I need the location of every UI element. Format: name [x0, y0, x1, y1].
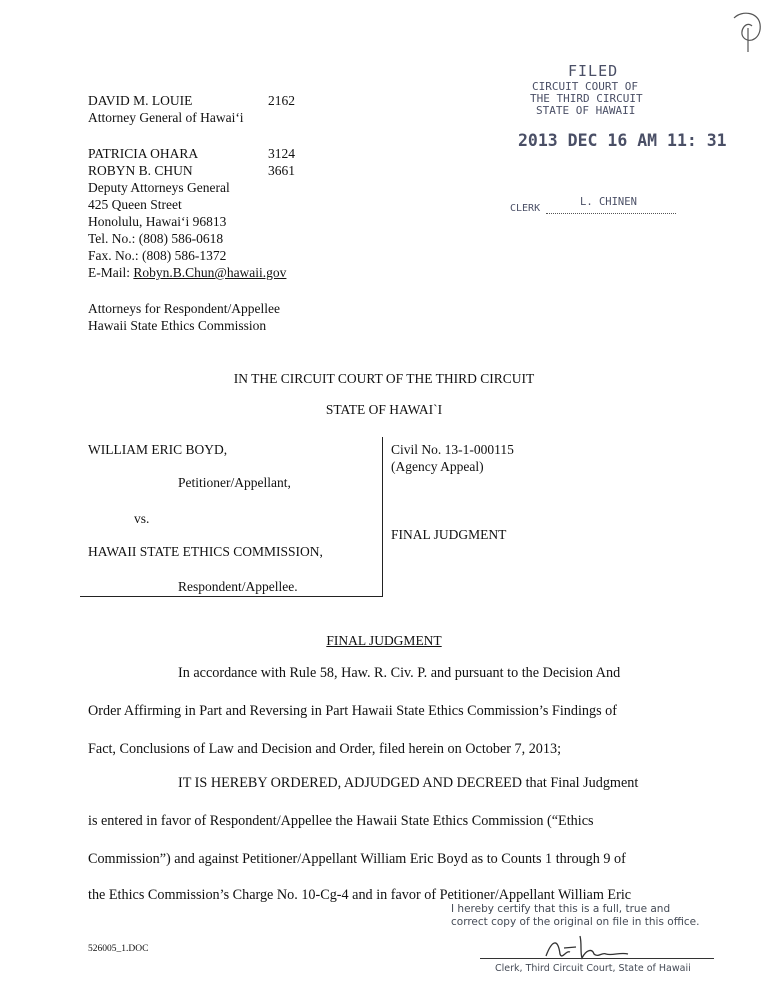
- stamp-line2: THE THIRD CIRCUIT: [530, 92, 643, 105]
- stamp-filed: FILED: [568, 62, 619, 80]
- attorneys-for-line1: Attorneys for Respondent/Appellee: [88, 301, 280, 316]
- city-address: Honolulu, Hawai‘i 96813: [88, 214, 227, 229]
- versus: vs.: [134, 511, 150, 526]
- ag-bar-number: 2162: [268, 93, 295, 108]
- deputy-title: Deputy Attorneys General: [88, 180, 230, 195]
- stamp-clerk-name: L. CHINEN: [580, 196, 637, 208]
- clerk-signature-icon: [540, 930, 650, 966]
- fax: Fax. No.: (808) 586-1372: [88, 248, 227, 263]
- appeal-type: (Agency Appeal): [391, 459, 484, 474]
- email-label: E-Mail:: [88, 265, 134, 280]
- deputy1-bar-number: 3124: [268, 146, 295, 161]
- caption-vertical-rule: [382, 437, 383, 597]
- stamp-clerk-label: CLERK: [510, 203, 541, 214]
- email-line: [88, 264, 286, 281]
- attorneys-for-line2: Hawaii State Ethics Commission: [88, 318, 267, 333]
- stamp-line3: STATE OF HAWAII: [536, 104, 636, 117]
- certification-line2: correct copy of the original on file in this office.: [451, 916, 700, 928]
- ag-title: Attorney General of Hawai‘i: [88, 110, 244, 125]
- body-line-3: Fact, Conclusions of Law and Decision and Order, filed herein on October 7, 2013;: [88, 741, 562, 757]
- clerk-signature-line: [480, 958, 714, 959]
- petitioner-role: Petitioner/Appellant,: [178, 475, 291, 490]
- doc-id: 526005_1.DOC: [88, 944, 149, 954]
- court-title-line1: IN THE CIRCUIT COURT OF THE THIRD CIRCUIT: [233, 371, 535, 386]
- caption-doc-title: FINAL JUDGMENT: [391, 527, 507, 542]
- deputy1-name: PATRICIA OHARA: [88, 146, 199, 161]
- deputy2-bar-number: 3661: [268, 163, 295, 178]
- respondent-name: HAWAII STATE ETHICS COMMISSION,: [88, 544, 323, 559]
- petitioner-name: WILLIAM ERIC BOYD,: [88, 442, 228, 457]
- telephone: Tel. No.: (808) 586-0618: [88, 231, 224, 246]
- respondent-role: Respondent/Appellee.: [178, 579, 298, 594]
- street-address: 425 Queen Street: [88, 197, 182, 212]
- body-line-5: is entered in favor of Respondent/Appellee the Hawaii State Ethics Commission (“Ethics: [88, 813, 594, 829]
- civil-number: Civil No. 13-1-000115: [391, 442, 514, 457]
- certification-line1: I hereby certify that this is a full, true and: [451, 903, 671, 915]
- ag-name: DAVID M. LOUIE: [88, 93, 193, 108]
- body-line-2: Order Affirming in Part and Reversing in Part Hawaii State Ethics Commission’s Findings of: [88, 703, 617, 719]
- stamp-line1: CIRCUIT COURT OF: [532, 80, 638, 93]
- body-line-6: Commission”) and against Petitioner/Appellant William Eric Boyd as to Counts 1 through 9 of: [88, 851, 626, 867]
- caption-bottom-rule: [80, 596, 383, 597]
- certification-caption: Clerk, Third Circuit Court, State of Hawaii: [495, 963, 691, 974]
- corner-mark-icon: [728, 8, 766, 58]
- body-line-4: IT IS HEREBY ORDERED, ADJUDGED AND DECREED that Final Judgment: [178, 775, 639, 791]
- body-line-1: In accordance with Rule 58, Haw. R. Civ. P. and pursuant to the Decision And: [178, 665, 621, 681]
- stamp-datetime: 2013 DEC 16 AM 11: 31: [518, 131, 727, 150]
- body-heading: FINAL JUDGMENT: [326, 633, 442, 648]
- deputy2-name: ROBYN B. CHUN: [88, 163, 193, 178]
- stamp-clerk-line: [546, 213, 676, 214]
- email-link[interactable]: Robyn.B.Chun@hawaii.gov: [133, 265, 287, 280]
- body-line-7: the Ethics Commission’s Charge No. 10-Cg-4 and in favor of Petitioner/Appellant William Eric: [88, 887, 632, 903]
- court-title-line2: STATE OF HAWAI`I: [325, 402, 443, 417]
